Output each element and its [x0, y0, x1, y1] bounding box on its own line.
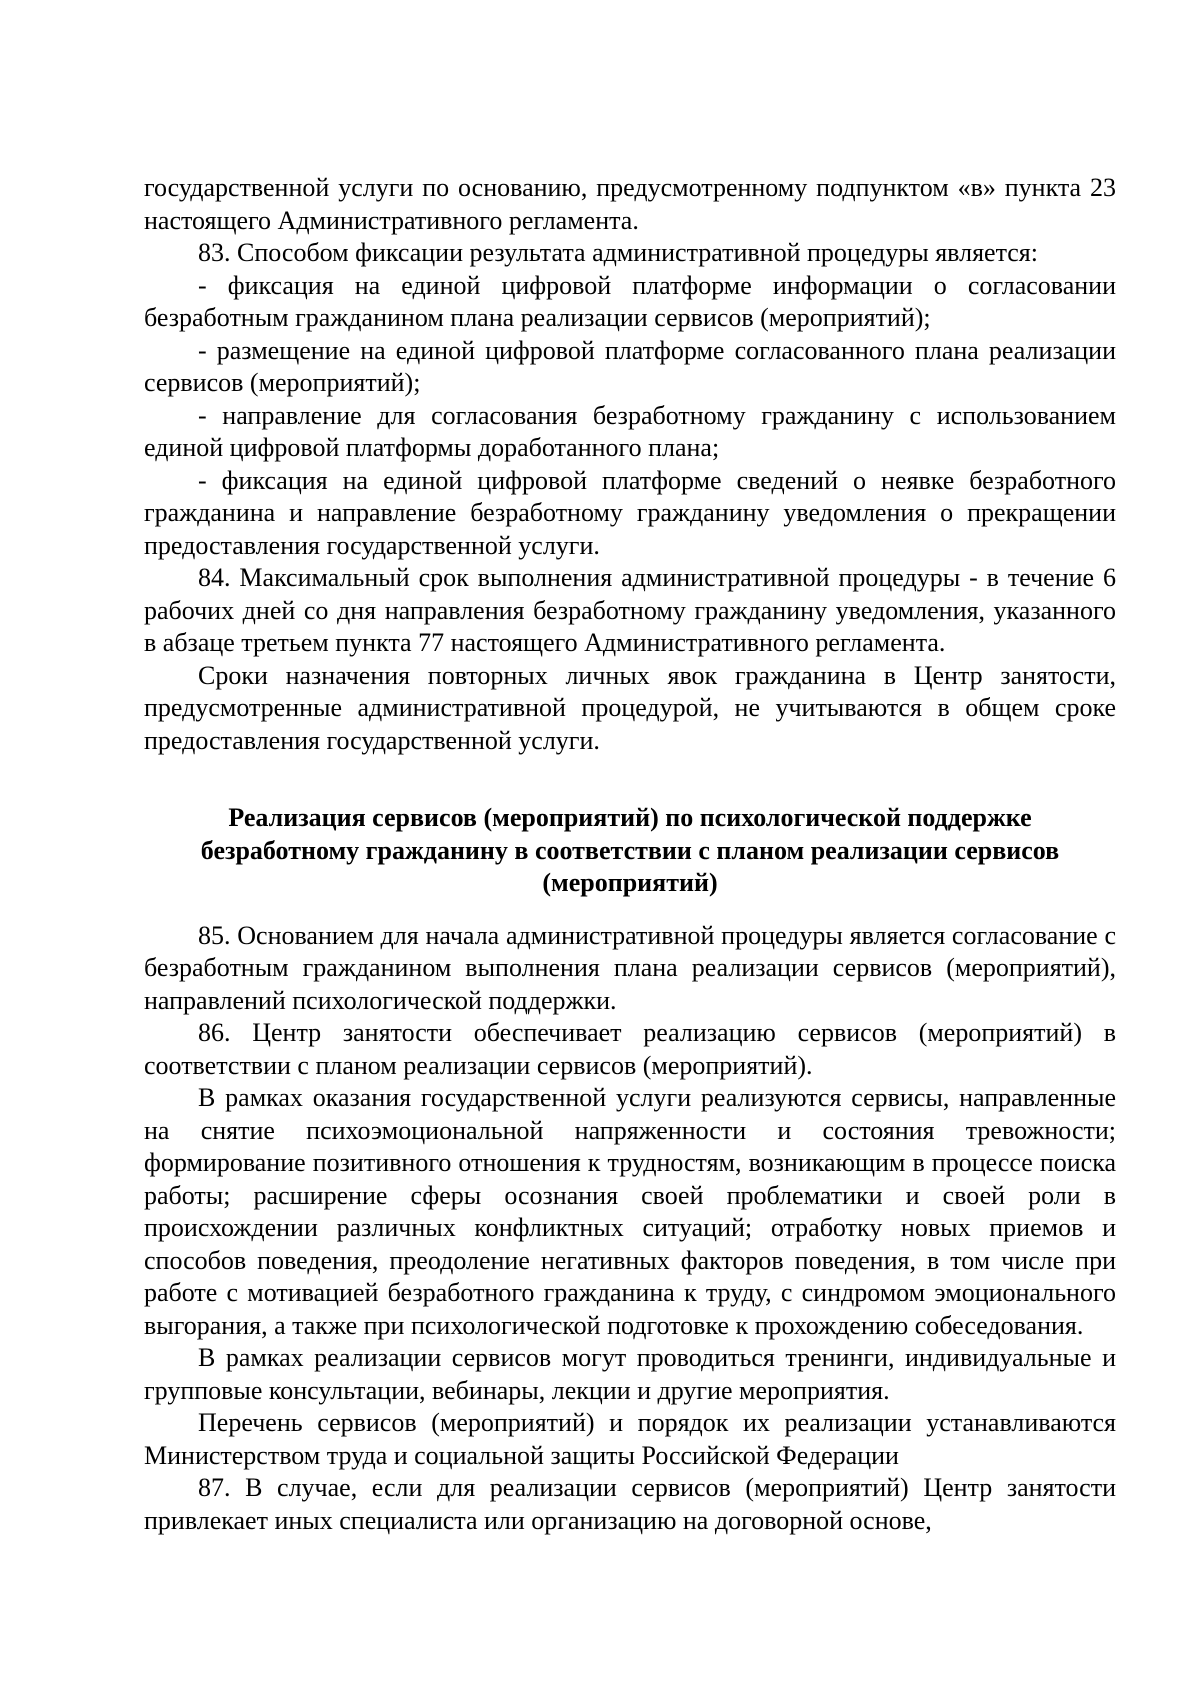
paragraph-services-scope: В рамках оказания государственной услуги реализуются сервисы, направленные на снятие психоэмоциональной напряженности и состояния тревожности; формирование позитивного отношения к трудностям, возникающим в процессе поиска работы; расширение сферы осознания своей проблематики и своей роли в происхождении различных конфликтных ситуаций; отработку новых приемов и способов поведения, преодоление негативных факторов поведения, в том числе при работе с мотивацией безработного гражданина к труду, с синдромом эмоционального выгорания, а также при психологической подготовке к прохождению собеседования.: [144, 1083, 1116, 1340]
list-item-fixation-plan: - фиксация на единой цифровой платформе информации о согласовании безработным гражданином плана реализации сервисов (мероприятий);: [144, 270, 1116, 332]
section-heading: [144, 757, 1116, 920]
list-item-fixation-absence: - фиксация на единой цифровой платформе сведений о неявке безработного гражданина и направление безработному гражданину уведомления о прекращении предоставления государственной услуги.: [144, 465, 1116, 560]
paragraph-continuation: государственной услуги по основанию, предусмотренному подпунктом «в» пункта 23 настоящего Административного регламента.: [144, 173, 1116, 235]
paragraph-85: 85. Основанием для начала административной процедуры является согласование с безработным гражданином выполнения плана реализации сервисов (мероприятий), направлений психологической поддержки.: [144, 920, 1116, 1015]
section-heading-line-1: Реализация сервисов (мероприятий) по психологической поддержке: [228, 803, 1032, 832]
paragraph-services-formats: В рамках реализации сервисов могут проводиться тренинги, индивидуальные и групповые консультации, вебинары, лекции и другие мероприятия.: [144, 1343, 1116, 1405]
paragraph-83: 83. Способом фиксации результата административной процедуры является:: [198, 238, 1038, 267]
document-body: [144, 172, 1116, 1537]
list-item-placement-plan: - размещение на единой цифровой платформе согласованного плана реализации сервисов (мероприятий);: [144, 335, 1116, 397]
paragraph-84: 84. Максимальный срок выполнения административной процедуры - в течение 6 рабочих дней со дня направления безработному гражданину уведомления, указанного в абзаце третьем пункта 77 настоящего Административного регламента.: [144, 563, 1116, 657]
list-item-direction-plan: - направление для согласования безработному гражданину с использованием единой цифровой платформы доработанного плана;: [144, 400, 1116, 462]
paragraph-repeat-visits: Сроки назначения повторных личных явок гражданина в Центр занятости, предусмотренные административной процедурой, не учитываются в общем сроке предоставления государственной услуги.: [144, 660, 1116, 755]
paragraph-86: 86. Центр занятости обеспечивает реализацию сервисов (мероприятий) в соответствии с планом реализации сервисов (мероприятий).: [144, 1018, 1116, 1080]
section-heading-line-2: безработному гражданину в соответствии с планом реализации сервисов: [200, 835, 1060, 865]
paragraph-services-list: Перечень сервисов (мероприятий) и порядок их реализации устанавливаются Министерством труда и социальной защиты Российской Федерации: [144, 1408, 1116, 1470]
paragraph-87: 87. В случае, если для реализации сервисов (мероприятий) Центр занятости привлекает иных специалиста или организацию на договорной основе,: [144, 1473, 1116, 1535]
section-heading-line-3: (мероприятий): [542, 868, 718, 897]
